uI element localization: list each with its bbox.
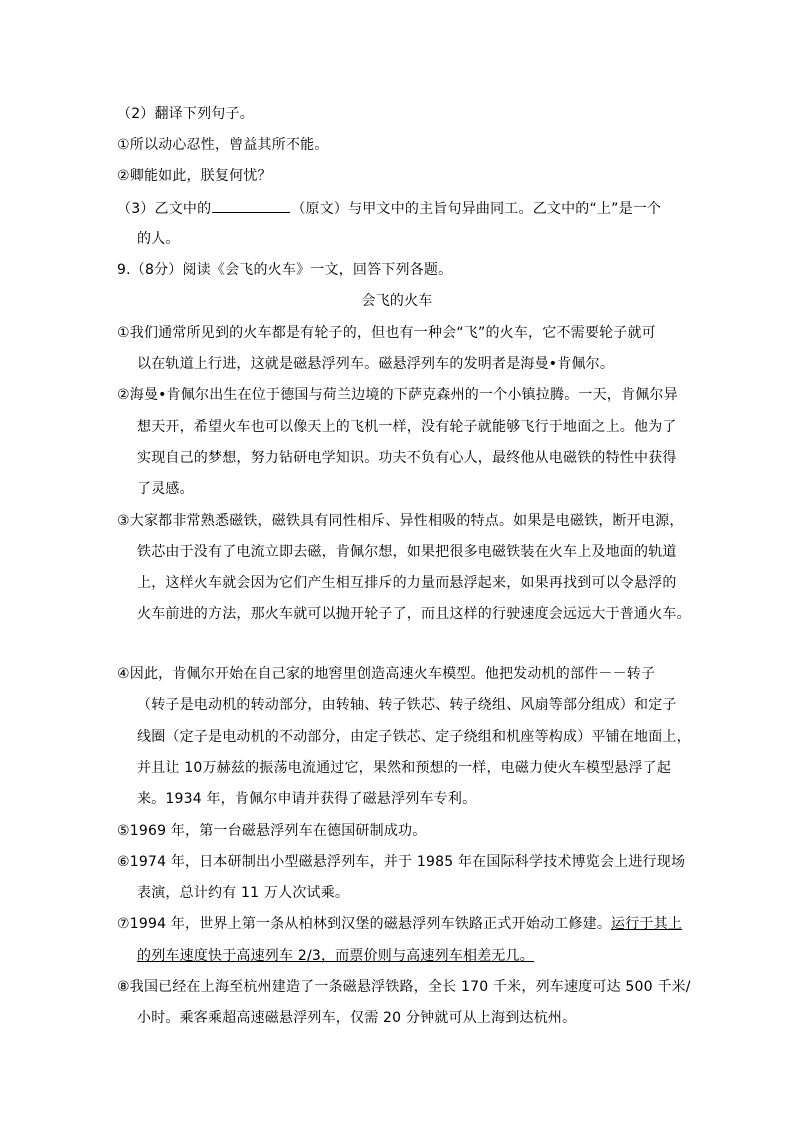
q8-part3 [117, 198, 661, 219]
q8-part2-item2: ②卿能如此，朕复何忧？ [117, 168, 272, 184]
para8-line2: 小时。乘客乘超高速磁悬浮列车，仅需 20 分钟就可从上海到达杭州。 [137, 1010, 577, 1026]
para7-underlined-start: 运行于其上 [611, 916, 683, 932]
para1-line2: 以在轨道上行进，这就是磁悬浮列车。磁悬浮列车的发明者是海曼•肯佩尔。 [137, 356, 615, 372]
para7-line1 [117, 914, 682, 934]
q8-part2-item1: ①所以动心忍性，曾益其所不能。 [117, 137, 329, 153]
q8-part2-title: （2）翻译下列句子。 [117, 106, 254, 122]
para2-line4: 了灵感。 [137, 481, 194, 497]
para8-line1: ⑧我国已经在上海至杭州建造了一条磁悬浮铁路，全长 170 千米，列车速度可达 500 千米/ [117, 979, 691, 995]
q8-part3-post: （原文）与甲文中的主旨句异曲同工。乙文中的“上”是一个 [291, 201, 662, 217]
para2-line1: ②海曼•肯佩尔出生在位于德国与荷兰边境的下萨克森州的一个小镇拉腾。一天，肯佩尔异 [117, 387, 678, 403]
para3-line3: 上，这样火车就会因为它们产生相互排斥的力量而悬浮起来，如果再找到可以令悬浮的 [137, 575, 677, 591]
para1-line1: ①我们通常所见到的火车都是有轮子的，但也有一种会“飞”的火车，它不需要轮子就可 [117, 325, 656, 341]
para4-line3: 线圈（定子是电动机的不动部分，由定子铁芯、定子绕组和机座等构成）平铺在地面上， [137, 729, 691, 745]
q8-part3-pre: （3）乙文中的 [117, 201, 212, 217]
q9-header: 9.（8分）阅读《会飞的火车》一文，回答下列各题。 [117, 262, 453, 278]
answer-blank[interactable] [212, 198, 290, 213]
para7-underlined-line2: 的列车速度快于高速列车 2/3，而票价则与高速列车相差无几。 [137, 948, 534, 964]
q8-part3-line2: 的人。 [137, 231, 180, 247]
article-title: 会飞的火车 [361, 293, 433, 309]
para2-line2: 想天开，希望火车也可以像天上的飞机一样，没有轮子就能够飞行于地面之上。他为了 [137, 419, 677, 435]
para3-line1: ③大家都非常熟悉磁铁，磁铁具有同性相斥、异性相吸的特点。如果是电磁铁，断开电源， [117, 513, 684, 529]
para4-line1: ④因此，肯佩尔开始在自己家的地窖里创造高速火车模型。他把发动机的部件－－转子 [117, 666, 656, 682]
para3-line4: 火车前进的方法，那火车就可以抛开轮子了，而且这样的行驶速度会远远大于普通火车。 [137, 606, 691, 622]
para3-line2: 铁芯由于没有了电流立即去磁，肯佩尔想，如果把很多电磁铁装在火车上及地面的轨道 [137, 544, 677, 560]
para4-line2: （转子是电动机的转动部分，由转轴、转子铁芯、转子绕组、风扇等部分组成）和定子 [137, 697, 677, 713]
para6-line2: 表演，总计约有 11 万人次试乘。 [137, 885, 350, 901]
para4-line4: 并且让 10万赫兹的振荡电流通过它，果然和预想的一样，电磁力使火车模型悬浮了起 [137, 760, 672, 776]
para4-line5: 来。1934 年，肯佩尔申请并获得了磁悬浮列车专利。 [137, 791, 477, 807]
para5-line1: ⑤1969 年，第一台磁悬浮列车在德国研制成功。 [117, 823, 427, 839]
para2-line3: 实现自己的梦想，努力钻研电学知识。功夫不负有心人，最终他从电磁铁的特性中获得 [137, 450, 677, 466]
para7-text: ⑦1994 年，世界上第一条从柏林到汉堡的磁悬浮列车铁路正式开始动工修建。 [117, 916, 612, 932]
para6-line1: ⑥1974 年，日本研制出小型磁悬浮列车，并于 1985 年在国际科学技术博览会上进行现场 [117, 854, 686, 870]
